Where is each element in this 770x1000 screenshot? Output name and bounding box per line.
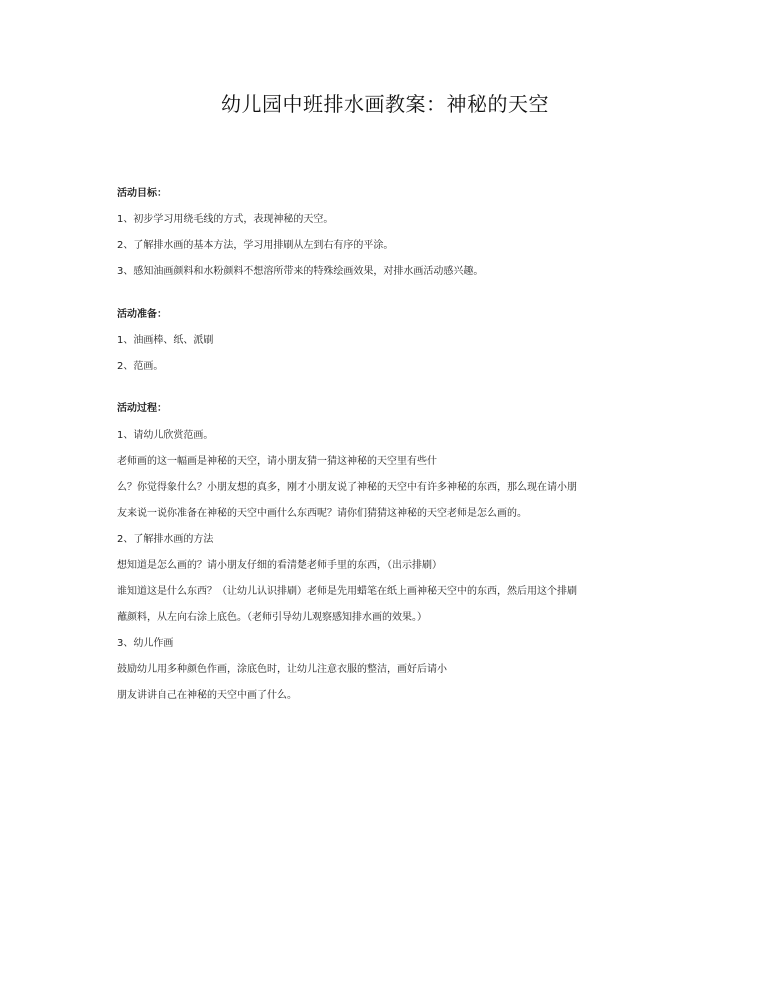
- process-line-6: 想知道是怎么画的？请小朋友仔细的看清楚老师手里的东西，（出示排刷）: [117, 560, 442, 571]
- process-line-1: 1、请幼儿欣赏范画。: [117, 430, 214, 441]
- process-line-8: 蘸颜料，从左向右涂上底色。（老师引导幼儿观察感知排水画的效果。）: [117, 612, 427, 623]
- process-line-5: 2、了解排水画的方法: [117, 534, 214, 545]
- process-line-9: 3、幼儿作画: [117, 638, 174, 649]
- section-heading-goals: 活动目标：: [117, 188, 167, 199]
- process-line-2: 老师画的这一幅画是神秘的天空，请小朋友猜一猜这神秘的天空里有些什: [117, 456, 437, 467]
- process-line-4: 友来说一说你准备在神秘的天空中画什么东西呢？请你们猜猜这神秘的天空老师是怎么画的。: [117, 508, 527, 519]
- process-line-11: 朋友讲讲自己在神秘的天空中画了什么。: [117, 690, 297, 701]
- process-line-7: 谁知道这是什么东西？（让幼儿认识排刷）老师是先用蜡笔在纸上画神秘天空中的东西，然后用这个排刷: [117, 586, 577, 597]
- document-title: 幼儿园中班排水画教案：神秘的天空: [221, 92, 549, 116]
- process-line-3: 么？你觉得象什么？小朋友想的真多，刚才小朋友说了神秘的天空中有许多神秘的东西，那么现在请小朋: [117, 482, 577, 493]
- process-line-10: 鼓励幼儿用多种颜色作画，涂底色时，让幼儿注意衣服的整洁，画好后请小: [117, 664, 447, 675]
- preparation-line-2: 2、范画。: [117, 361, 164, 372]
- goal-line-3: 3、感知油画颜料和水粉颜料不想溶所带来的特殊绘画效果，对排水画活动感兴趣。: [117, 266, 484, 277]
- preparation-line-1: 1、油画棒、纸、派刷: [117, 335, 214, 346]
- goal-line-1: 1、初步学习用绕毛线的方式，表现神秘的天空。: [117, 214, 334, 225]
- goal-line-2: 2、了解排水画的基本方法，学习用排刷从左到右有序的平涂。: [117, 240, 394, 251]
- section-heading-preparation: 活动准备：: [117, 309, 167, 320]
- section-heading-process: 活动过程：: [117, 403, 167, 414]
